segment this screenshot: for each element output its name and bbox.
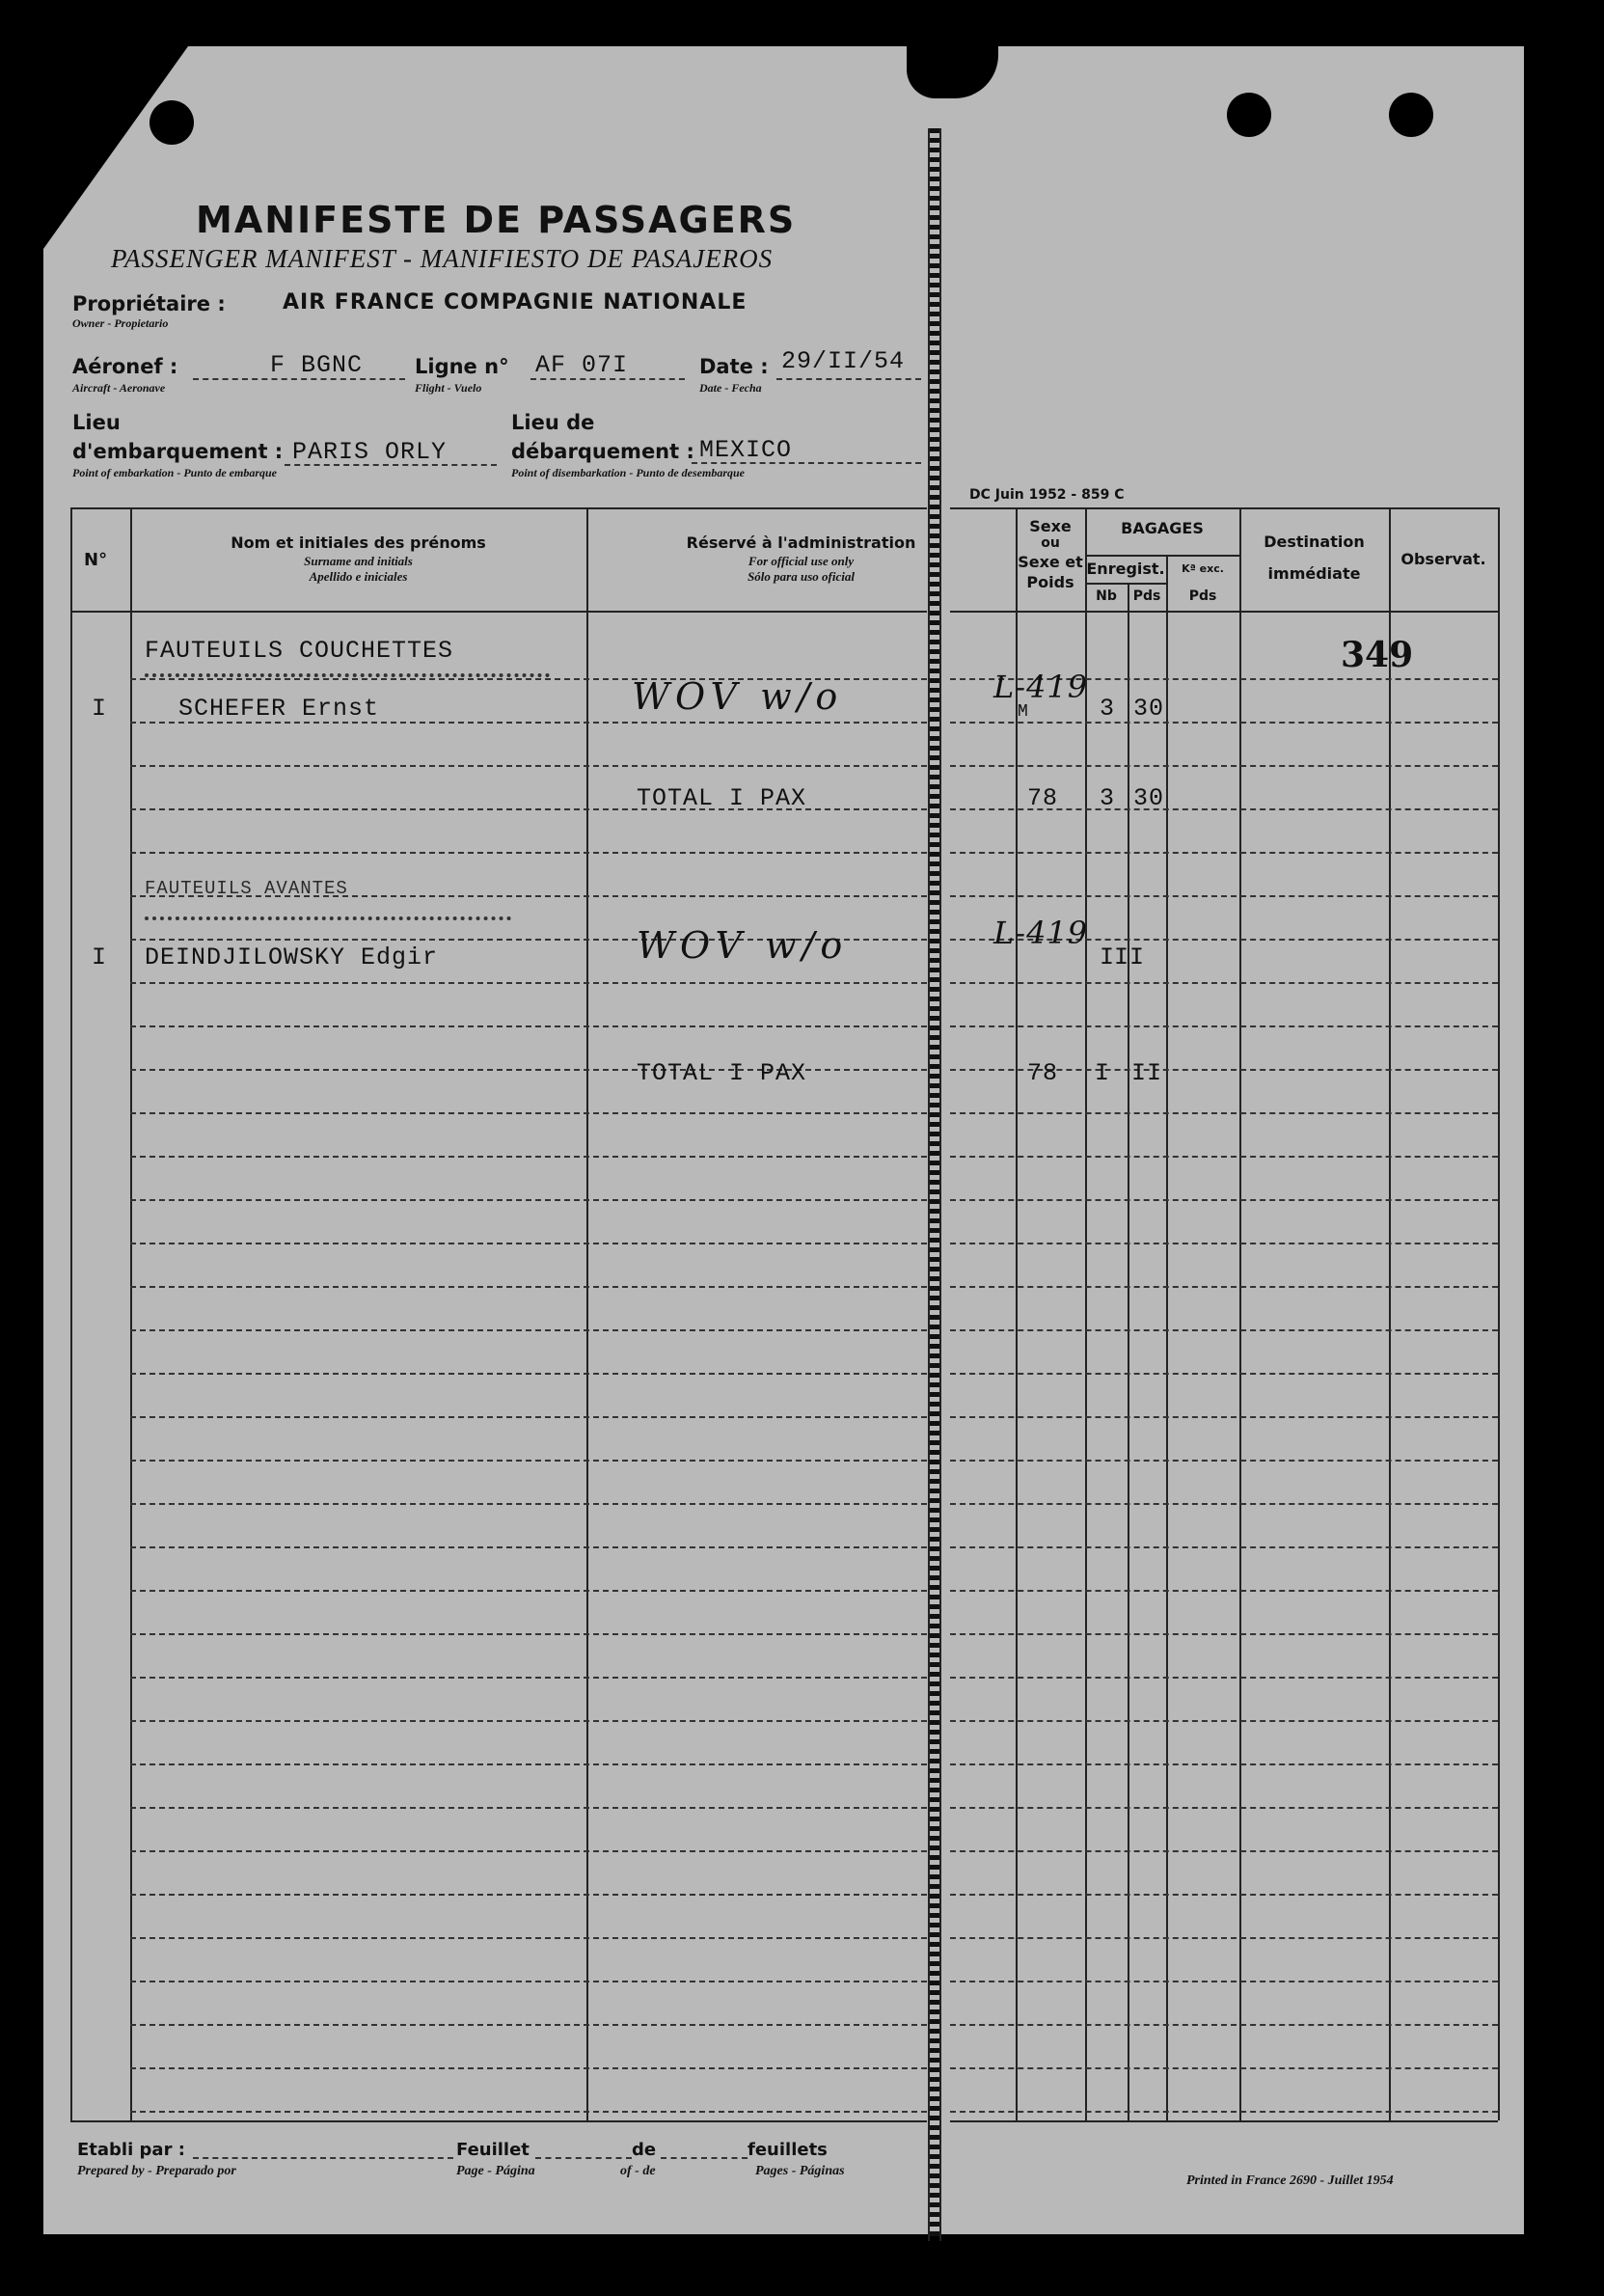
flight-value: AF 07I: [535, 351, 629, 379]
col-excess-pds: Pds: [1188, 588, 1217, 604]
ruled-line: [950, 1937, 1498, 1939]
ruled-line: [130, 1590, 927, 1592]
ruled-line: [130, 1503, 927, 1505]
ruled-line: [130, 1069, 927, 1071]
ruled-line: [130, 1112, 927, 1114]
col-observ: Observat.: [1400, 550, 1486, 568]
total-weight: 78: [1027, 1059, 1059, 1087]
ruled-line: [950, 895, 1498, 897]
col-sex-4: Poids: [1026, 573, 1074, 591]
total-pds: 30: [1133, 784, 1165, 812]
ruled-line: [130, 808, 927, 810]
embark-value: PARIS ORLY: [292, 438, 448, 466]
col-sex-3: Sexe et: [1018, 553, 1083, 571]
perforation-line: [928, 128, 941, 2241]
owner-sub: Owner - Propietario: [72, 316, 169, 330]
ruled-line: [130, 982, 927, 984]
ruled-line: [950, 1763, 1498, 1765]
ruled-line: [130, 1156, 927, 1158]
cut-corner: [43, 46, 188, 249]
col-admin-2: For official use only: [748, 554, 855, 568]
baggage-pds: II: [1114, 943, 1146, 971]
of-sub: of - de: [620, 2164, 656, 2178]
ruled-line: [950, 1460, 1498, 1462]
total-pds: II: [1131, 1059, 1163, 1087]
total-nb: I: [1095, 1059, 1111, 1087]
reference-handwritten: L-419: [993, 669, 1089, 705]
total-nb: 3: [1100, 784, 1116, 812]
ruled-line: [130, 765, 927, 767]
disembark-label-1: Lieu de: [511, 411, 595, 434]
disembark-label-2: débarquement :: [511, 440, 694, 463]
page-number: 349: [1341, 635, 1414, 675]
ruled-line: [130, 1199, 927, 1201]
passenger-no: I: [92, 943, 108, 971]
date-label: Date :: [699, 355, 769, 378]
col-no: N°: [84, 550, 108, 570]
flight-sub: Flight - Vuelo: [415, 381, 482, 395]
col-name-3: Apellido e iniciales: [309, 569, 408, 584]
total-weight: 78: [1027, 784, 1059, 812]
torn-edge: [907, 46, 998, 98]
ruled-line: [130, 1373, 927, 1375]
sheet-label: Feuillet: [456, 2140, 530, 2160]
ruled-line: [130, 1807, 927, 1809]
ruled-line: [130, 1894, 927, 1896]
reference-handwritten: L-419: [993, 915, 1089, 951]
ruled-line: [950, 1894, 1498, 1896]
col-destination-1: Destination: [1264, 533, 1365, 551]
ruled-line: [130, 1329, 927, 1331]
prepared-sub: Prepared by - Preparado por: [77, 2164, 236, 2178]
document-subtitle: PASSENGER MANIFEST - MANIFIESTO DE PASAJEROS: [111, 244, 774, 273]
ruled-line: [950, 1590, 1498, 1592]
aircraft-sub: Aircraft - Aeronave: [72, 381, 166, 395]
ruled-line: [130, 1546, 927, 1548]
ruled-line: [130, 1937, 927, 1939]
ruled-line: [950, 1156, 1498, 1158]
embark-label-2: d'embarquement :: [72, 440, 284, 463]
col-name-1: Nom et initiales des prénoms: [231, 533, 486, 552]
admin-handwritten: WOV w/o: [632, 675, 844, 718]
ruled-line: [950, 1112, 1498, 1114]
ruled-line: [950, 982, 1498, 984]
printed-note: Printed in France 2690 - Juillet 1954: [1186, 2173, 1394, 2188]
ruled-line: [950, 1981, 1498, 1982]
col-baggage: BAGAGES: [1121, 519, 1204, 537]
col-destination-2: immédiate: [1267, 564, 1361, 583]
col-pds: Pds: [1132, 588, 1161, 604]
baggage-nb: I: [1100, 943, 1116, 971]
baggage-pds: 30: [1133, 695, 1165, 723]
col-name-2: Surname and initials: [304, 554, 413, 568]
ruled-line: [950, 722, 1498, 724]
ruled-line: [950, 1850, 1498, 1852]
embark-sub: Point of embarkation - Punto de embarque: [72, 466, 278, 479]
owner-value: AIR FRANCE COMPAGNIE NATIONALE: [283, 290, 748, 314]
section-heading: FAUTEUILS AVANTES: [145, 878, 348, 899]
sheets-sub: Pages - Páginas: [755, 2164, 845, 2178]
ruled-line: [130, 1850, 927, 1852]
aircraft-value: F BGNC: [270, 351, 364, 379]
table-head-bottom-left: [70, 611, 927, 613]
sheets-label: feuillets: [748, 2140, 828, 2160]
ruled-line: [950, 2024, 1498, 2026]
col-sex-1: Sexe: [1029, 517, 1072, 535]
date-sub: Date - Fecha: [699, 381, 762, 395]
form-reference: DC Juin 1952 - 859 C: [969, 487, 1125, 503]
ruled-line: [130, 1025, 927, 1027]
prepared-label: Etabli par :: [77, 2140, 185, 2160]
total-label: TOTAL I PAX: [637, 1059, 807, 1087]
flight-label: Ligne n°: [415, 355, 509, 378]
ruled-line: [950, 1025, 1498, 1027]
table-top-left: [70, 507, 927, 509]
document-title: MANIFESTE DE PASSAGERS: [196, 199, 797, 241]
disembark-value: MEXICO: [699, 436, 793, 464]
passenger-name: SCHEFER Ernst: [178, 695, 380, 723]
ruled-line: [130, 2024, 927, 2026]
table-top-right: [950, 507, 1498, 509]
sheet-sub: Page - Página: [456, 2164, 535, 2178]
aircraft-label: Aéronef :: [72, 355, 178, 378]
section-heading: FAUTEUILS COUCHETTES: [145, 637, 454, 665]
ruled-line: [130, 2111, 927, 2113]
baggage-nb: 3: [1100, 695, 1116, 723]
ruled-line: [950, 1243, 1498, 1244]
col-excess: Kª exc.: [1182, 562, 1224, 575]
ruled-line: [950, 1329, 1498, 1331]
ruled-line: [950, 1503, 1498, 1505]
ruled-line: [950, 1373, 1498, 1375]
ruled-line: [950, 1633, 1498, 1635]
ruled-line: [130, 1633, 927, 1635]
ruled-line: [950, 1286, 1498, 1288]
of-label: de: [632, 2140, 657, 2160]
passenger-no: I: [92, 695, 108, 723]
ruled-line: [950, 1720, 1498, 1722]
ruled-line: [130, 1243, 927, 1244]
ruled-line: [130, 1981, 927, 1982]
owner-label: Propriétaire :: [72, 292, 226, 315]
total-label: TOTAL I PAX: [637, 784, 807, 812]
manifest-paper: [43, 46, 1524, 2234]
col-sex-2: ou: [1041, 535, 1060, 551]
embark-label-1: Lieu: [72, 411, 121, 434]
ruled-line: [950, 2111, 1498, 2113]
table-bottom-left: [70, 2120, 927, 2122]
passenger-name: DEINDJILOWSKY Edgir: [145, 943, 439, 971]
admin-handwritten: WOV w/o: [637, 924, 849, 967]
ruled-line: [950, 1677, 1498, 1679]
date-value: 29/II/54: [781, 347, 906, 375]
ruled-line: [950, 765, 1498, 767]
punch-hole: [1389, 93, 1433, 137]
punch-hole: [1227, 93, 1271, 137]
ruled-line: [130, 852, 927, 854]
punch-hole: [150, 100, 194, 145]
ruled-line: [130, 1286, 927, 1288]
ruled-line: [950, 1416, 1498, 1418]
col-admin-1: Réservé à l'administration: [686, 533, 916, 552]
ruled-line: [950, 1199, 1498, 1201]
ruled-line: [950, 852, 1498, 854]
col-checked: Enregist.: [1086, 560, 1165, 578]
ruled-line: [950, 1546, 1498, 1548]
col-nb: Nb: [1096, 588, 1117, 604]
ruled-line: [950, 2067, 1498, 2069]
ruled-line: [130, 1720, 927, 1722]
table-bottom-right: [950, 2120, 1498, 2122]
ruled-line: [950, 1807, 1498, 1809]
col-admin-3: Sólo para uso oficial: [748, 569, 855, 584]
table-head-bottom-right: [950, 611, 1498, 613]
ruled-line: [130, 1460, 927, 1462]
passenger-sex: M: [1018, 702, 1029, 722]
ruled-line: [130, 1763, 927, 1765]
ruled-line: [130, 2067, 927, 2069]
ruled-line: [130, 1677, 927, 1679]
ruled-line: [130, 1416, 927, 1418]
disembark-sub: Point of disembarkation - Punto de desembarque: [511, 466, 746, 479]
